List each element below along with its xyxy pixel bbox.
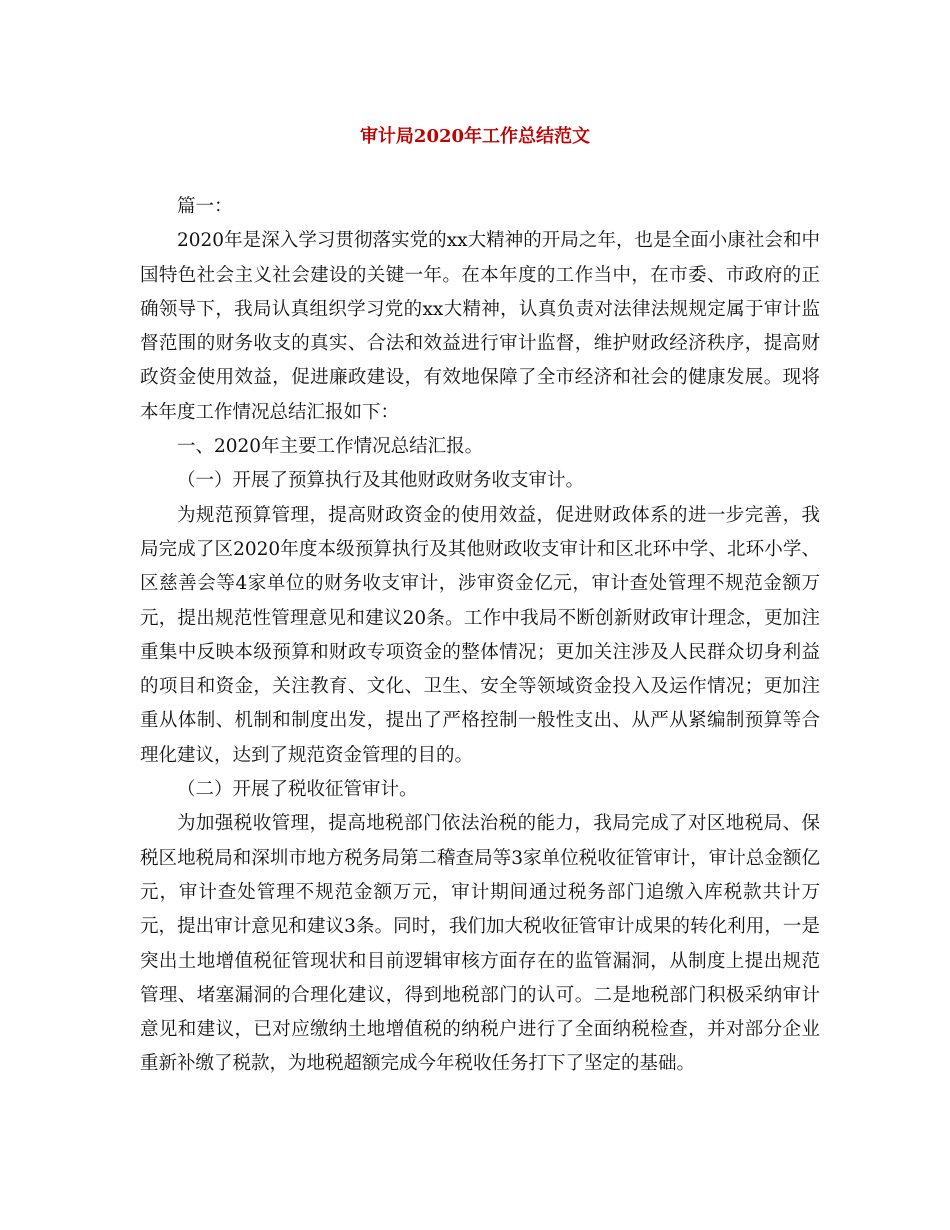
paragraph-subheading-budget-audit: （一）开展了预算执行及其他财政财务收支审计。 xyxy=(177,470,585,492)
document-body xyxy=(140,190,820,1082)
paragraph-subheading-tax-audit: （二）开展了税收征管审计。 xyxy=(177,779,418,801)
document-title: 审计局2020年工作总结范文 xyxy=(359,126,591,147)
paragraph-section-label: 篇一： xyxy=(177,196,233,217)
paragraph-tax-audit: 为加强税收管理，提高地税部门依法治税的能力，我局完成了对区地税局、保税区地税局和深圳市地方税务局第二稽查局等3家单位税收征管审计，审计总金额亿元，审计查处管理不规范金额万元，审计期间通过税务部门追缴入库税款共计万元，提出审计意见和建议3条。同时，我们加大税收征管审计成果的转化利用，一是突出土地增值税征管现状和目前逻辑审核方面存在的监管漏洞，从制度上提出规范管理、堵塞漏洞的合理化建议，得到地税部门的认可。二是地税部门积极采纳审计意见和建议，已对应缴纳土地增值税的纳税户进行了全面纳税检查，并对部分企业重新补缴了税款，为地税超额完成今年税收任务打下了坚定的基础。 xyxy=(140,813,820,1075)
paragraph-budget-audit: 为规范预算管理，提高财政资金的使用效益，促进财政体系的进一步完善，我局完成了区2020年度本级预算执行及其他财政收支审计和区北环中学、北环小学、区慈善会等4家单位的财务收支审计，涉审资金亿元，审计查处管理不规范金额万元，提出规范性管理意见和建议20条。工作中我局不断创新财政审计理念，更加注重集中反映本级预算和财政专项资金的整体情况；更加关注涉及人民群众切身利益的项目和资金，关注教育、文化、卫生、安全等领域资金投入及运作情况；更加注重从体制、机制和制度出发，提出了严格控制一般性支出、从严从紧编制预算等合理化建议，达到了规范资金管理的目的。 xyxy=(140,504,820,766)
paragraph-heading-main-work: 一、2020年主要工作情况总结汇报。 xyxy=(177,436,484,458)
paragraph-intro: 2020年是深入学习贯彻落实党的xx大精神的开局之年，也是全面小康社会和中国特色社会主义社会建设的关键一年。在本年度的工作当中，在市委、市政府的正确领导下，我局认真组织学习党的xx大精神，认真负责对法律法规规定属于审计监督范围的财务收支的真实、合法和效益进行审计监督，维护财政经济秩序，提高财政资金使用效益，促进廉政建设，有效地保障了全市经济和社会的健康发展。现将本年度工作情况总结汇报如下： xyxy=(140,230,820,423)
